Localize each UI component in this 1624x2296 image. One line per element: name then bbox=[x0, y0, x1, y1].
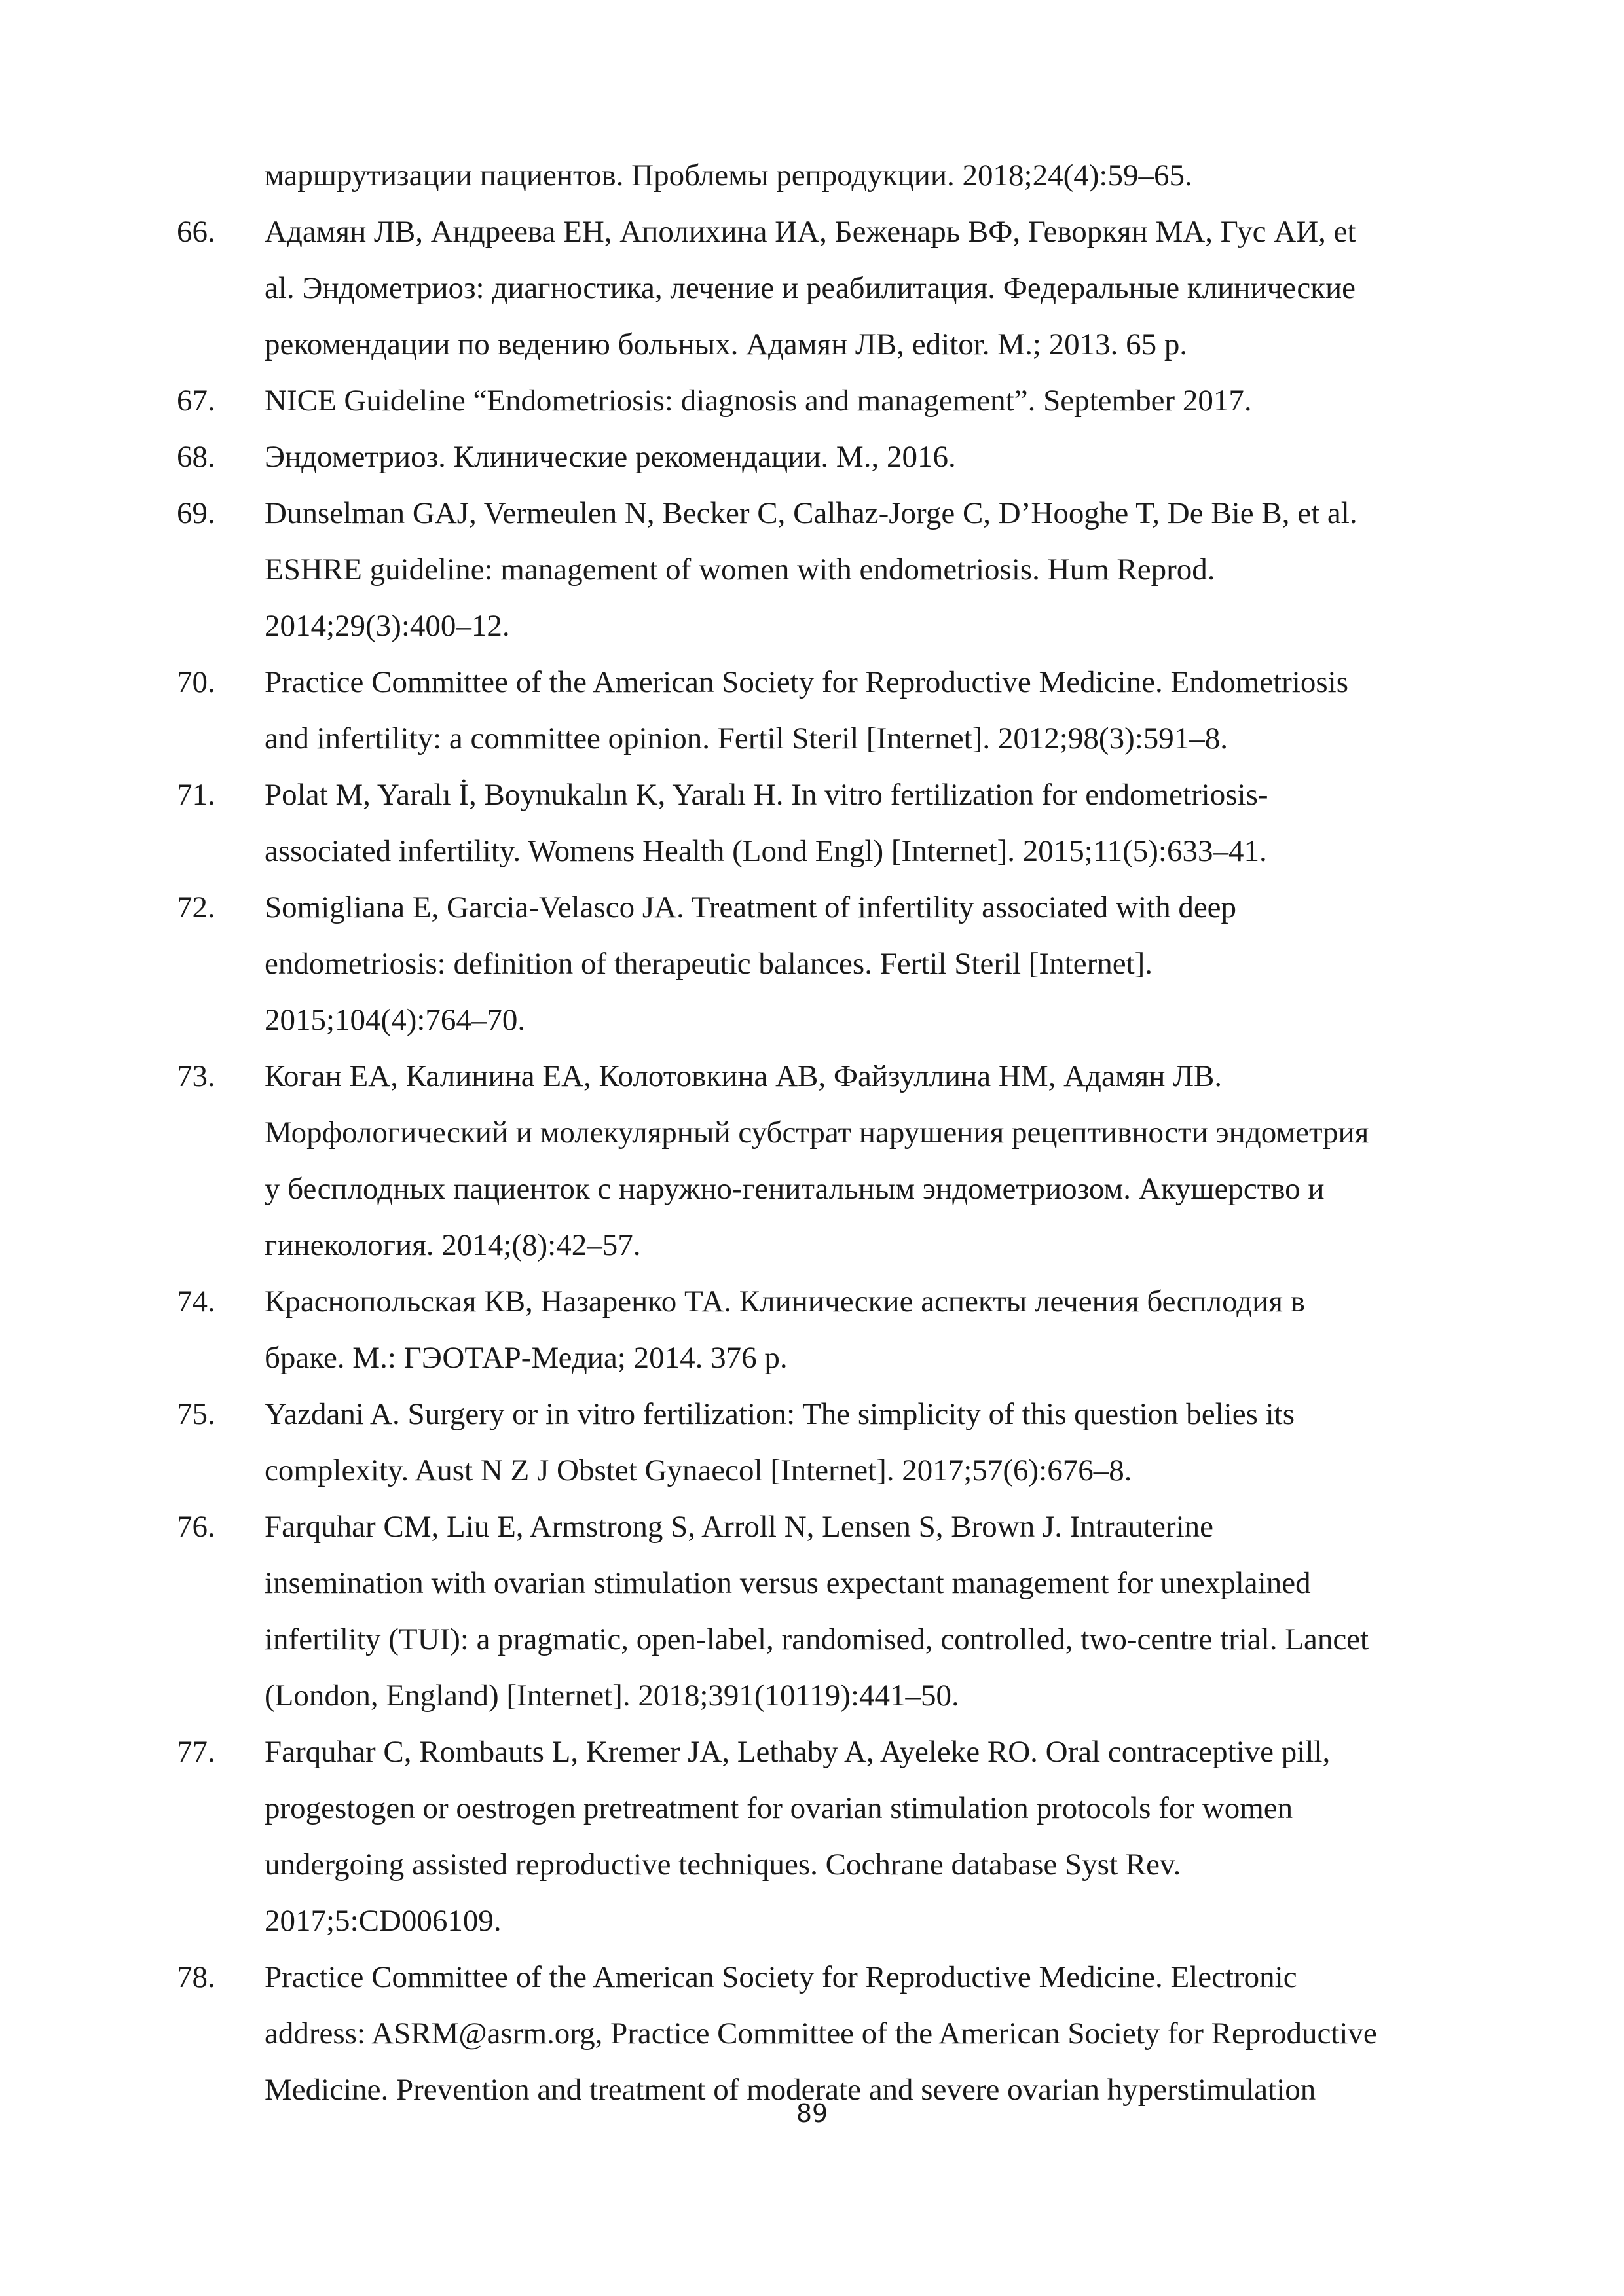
reference-text: Practice Committee of the American Society for Reproductive Medicine. Endometriosis and infertility: a committee opinion. Fertil Steril [Internet]. 2012;98(3):591–8. bbox=[265, 665, 1348, 756]
reference-text: Краснопольская КВ, Назаренко ТА. Клинические аспекты лечения бесплодия в браке. М.: ГЭОТАР-Медиа; 2014. 376 p. bbox=[265, 1285, 1305, 1375]
reference-text: Yazdani A. Surgery or in vitro fertilization: The simplicity of this question belies its complexity. Aust N Z J Obstet Gynaecol [Internet]. 2017;57(6):676–8. bbox=[265, 1397, 1295, 1487]
reference-72 bbox=[177, 879, 1460, 1048]
reference-text: Farquhar CM, Liu E, Armstrong S, Arroll N, Lensen S, Brown J. Intrauterine insemination with ovarian stimulation versus expectant management for unexplained infertility (TUI): a pragmatic, open-label, randomised, controlled, two-centre trial. Lancet (London, England) [Internet]. 2018;391(10119):441–50. bbox=[265, 1510, 1369, 1713]
reference-text: Коган ЕА, Калинина ЕА, Колотовкина АВ, Файзуллина НМ, Адамян ЛВ. Морфологический и молекулярный субстрат нарушения рецептивности эндометрия у бесплодных пациенток с наружно-генитальным эндометриозом. Акушерство и гинекология. 2014;(8):42–57. bbox=[265, 1059, 1369, 1262]
reference-continuation-text: маршрутизации пациентов. Проблемы репродукции. 2018;24(4):59–65. bbox=[265, 158, 1192, 192]
page-number: 89 bbox=[796, 2099, 828, 2128]
reference-78 bbox=[177, 1949, 1460, 2118]
reference-number: 77. bbox=[177, 1735, 215, 1769]
reference-76 bbox=[177, 1499, 1460, 1724]
reference-number: 76. bbox=[177, 1510, 215, 1544]
reference-number: 70. bbox=[177, 665, 215, 699]
reference-text: Somigliana E, Garcia-Velasco JA. Treatment of infertility associated with deep endometriosis: definition of therapeutic balances. Fertil Steril [Internet]. 2015;104(4):764–70. bbox=[265, 890, 1237, 1037]
reference-text: Practice Committee of the American Society for Reproductive Medicine. Electronic address: ASRM@asrm.org, Practice Committee of the American Society for Reproductive Medicine. Prevention and treatment of moderate and severe ovarian hyperstimulation bbox=[265, 1960, 1377, 2107]
reference-text: Dunselman GAJ, Vermeulen N, Becker C, Calhaz-Jorge C, D’Hooghe T, De Bie B, et al. ESHRE guideline: management of women with endometriosis. Hum Reprod. 2014;29(3):400–12. bbox=[265, 496, 1357, 643]
reference-69 bbox=[177, 485, 1460, 654]
reference-67 bbox=[177, 373, 1460, 429]
reference-number: 72. bbox=[177, 890, 215, 924]
reference-74 bbox=[177, 1273, 1460, 1386]
reference-75 bbox=[177, 1386, 1460, 1499]
reference-number: 67. bbox=[177, 384, 215, 418]
reference-70 bbox=[177, 654, 1460, 767]
reference-number: 71. bbox=[177, 778, 215, 812]
reference-text: Farquhar C, Rombauts L, Kremer JA, Lethaby A, Ayeleke RO. Oral contraceptive pill, progestogen or oestrogen pretreatment for ovarian stimulation protocols for women undergoing assisted reproductive techniques. Cochrane database Syst Rev. 2017;5:CD006109. bbox=[265, 1735, 1331, 1938]
reference-number: 78. bbox=[177, 1960, 215, 1994]
reference-continuation bbox=[177, 147, 1460, 204]
reference-text: NICE Guideline “Endometriosis: diagnosis and management”. September 2017. bbox=[265, 384, 1252, 418]
reference-71 bbox=[177, 767, 1460, 879]
reference-number: 73. bbox=[177, 1059, 215, 1093]
reference-number: 66. bbox=[177, 215, 215, 249]
reference-number: 74. bbox=[177, 1285, 215, 1319]
reference-77 bbox=[177, 1724, 1460, 1949]
reference-66 bbox=[177, 204, 1460, 373]
reference-68 bbox=[177, 429, 1460, 485]
reference-73 bbox=[177, 1048, 1460, 1273]
reference-text: Адамян ЛВ, Андреева ЕН, Аполихина ИА, Беженарь ВФ, Геворкян МА, Гус АИ, et al. Эндометриоз: диагностика, лечение и реабилитация. Федеральные клинические рекомендации по ведению больных. Адамян ЛВ, editor. М.; 2013. 65 p. bbox=[265, 215, 1356, 361]
reference-number: 68. bbox=[177, 440, 215, 474]
reference-text: Эндометриоз. Клинические рекомендации. М., 2016. bbox=[265, 440, 956, 474]
reference-text: Polat M, Yaralı İ, Boynukalın K, Yaralı H. In vitro fertilization for endometriosis- associated infertility. Womens Health (Lond Engl) [Internet]. 2015;11(5):633–41. bbox=[265, 778, 1268, 868]
reference-list bbox=[177, 147, 1460, 2118]
reference-number: 69. bbox=[177, 496, 215, 530]
reference-number: 75. bbox=[177, 1397, 215, 1431]
